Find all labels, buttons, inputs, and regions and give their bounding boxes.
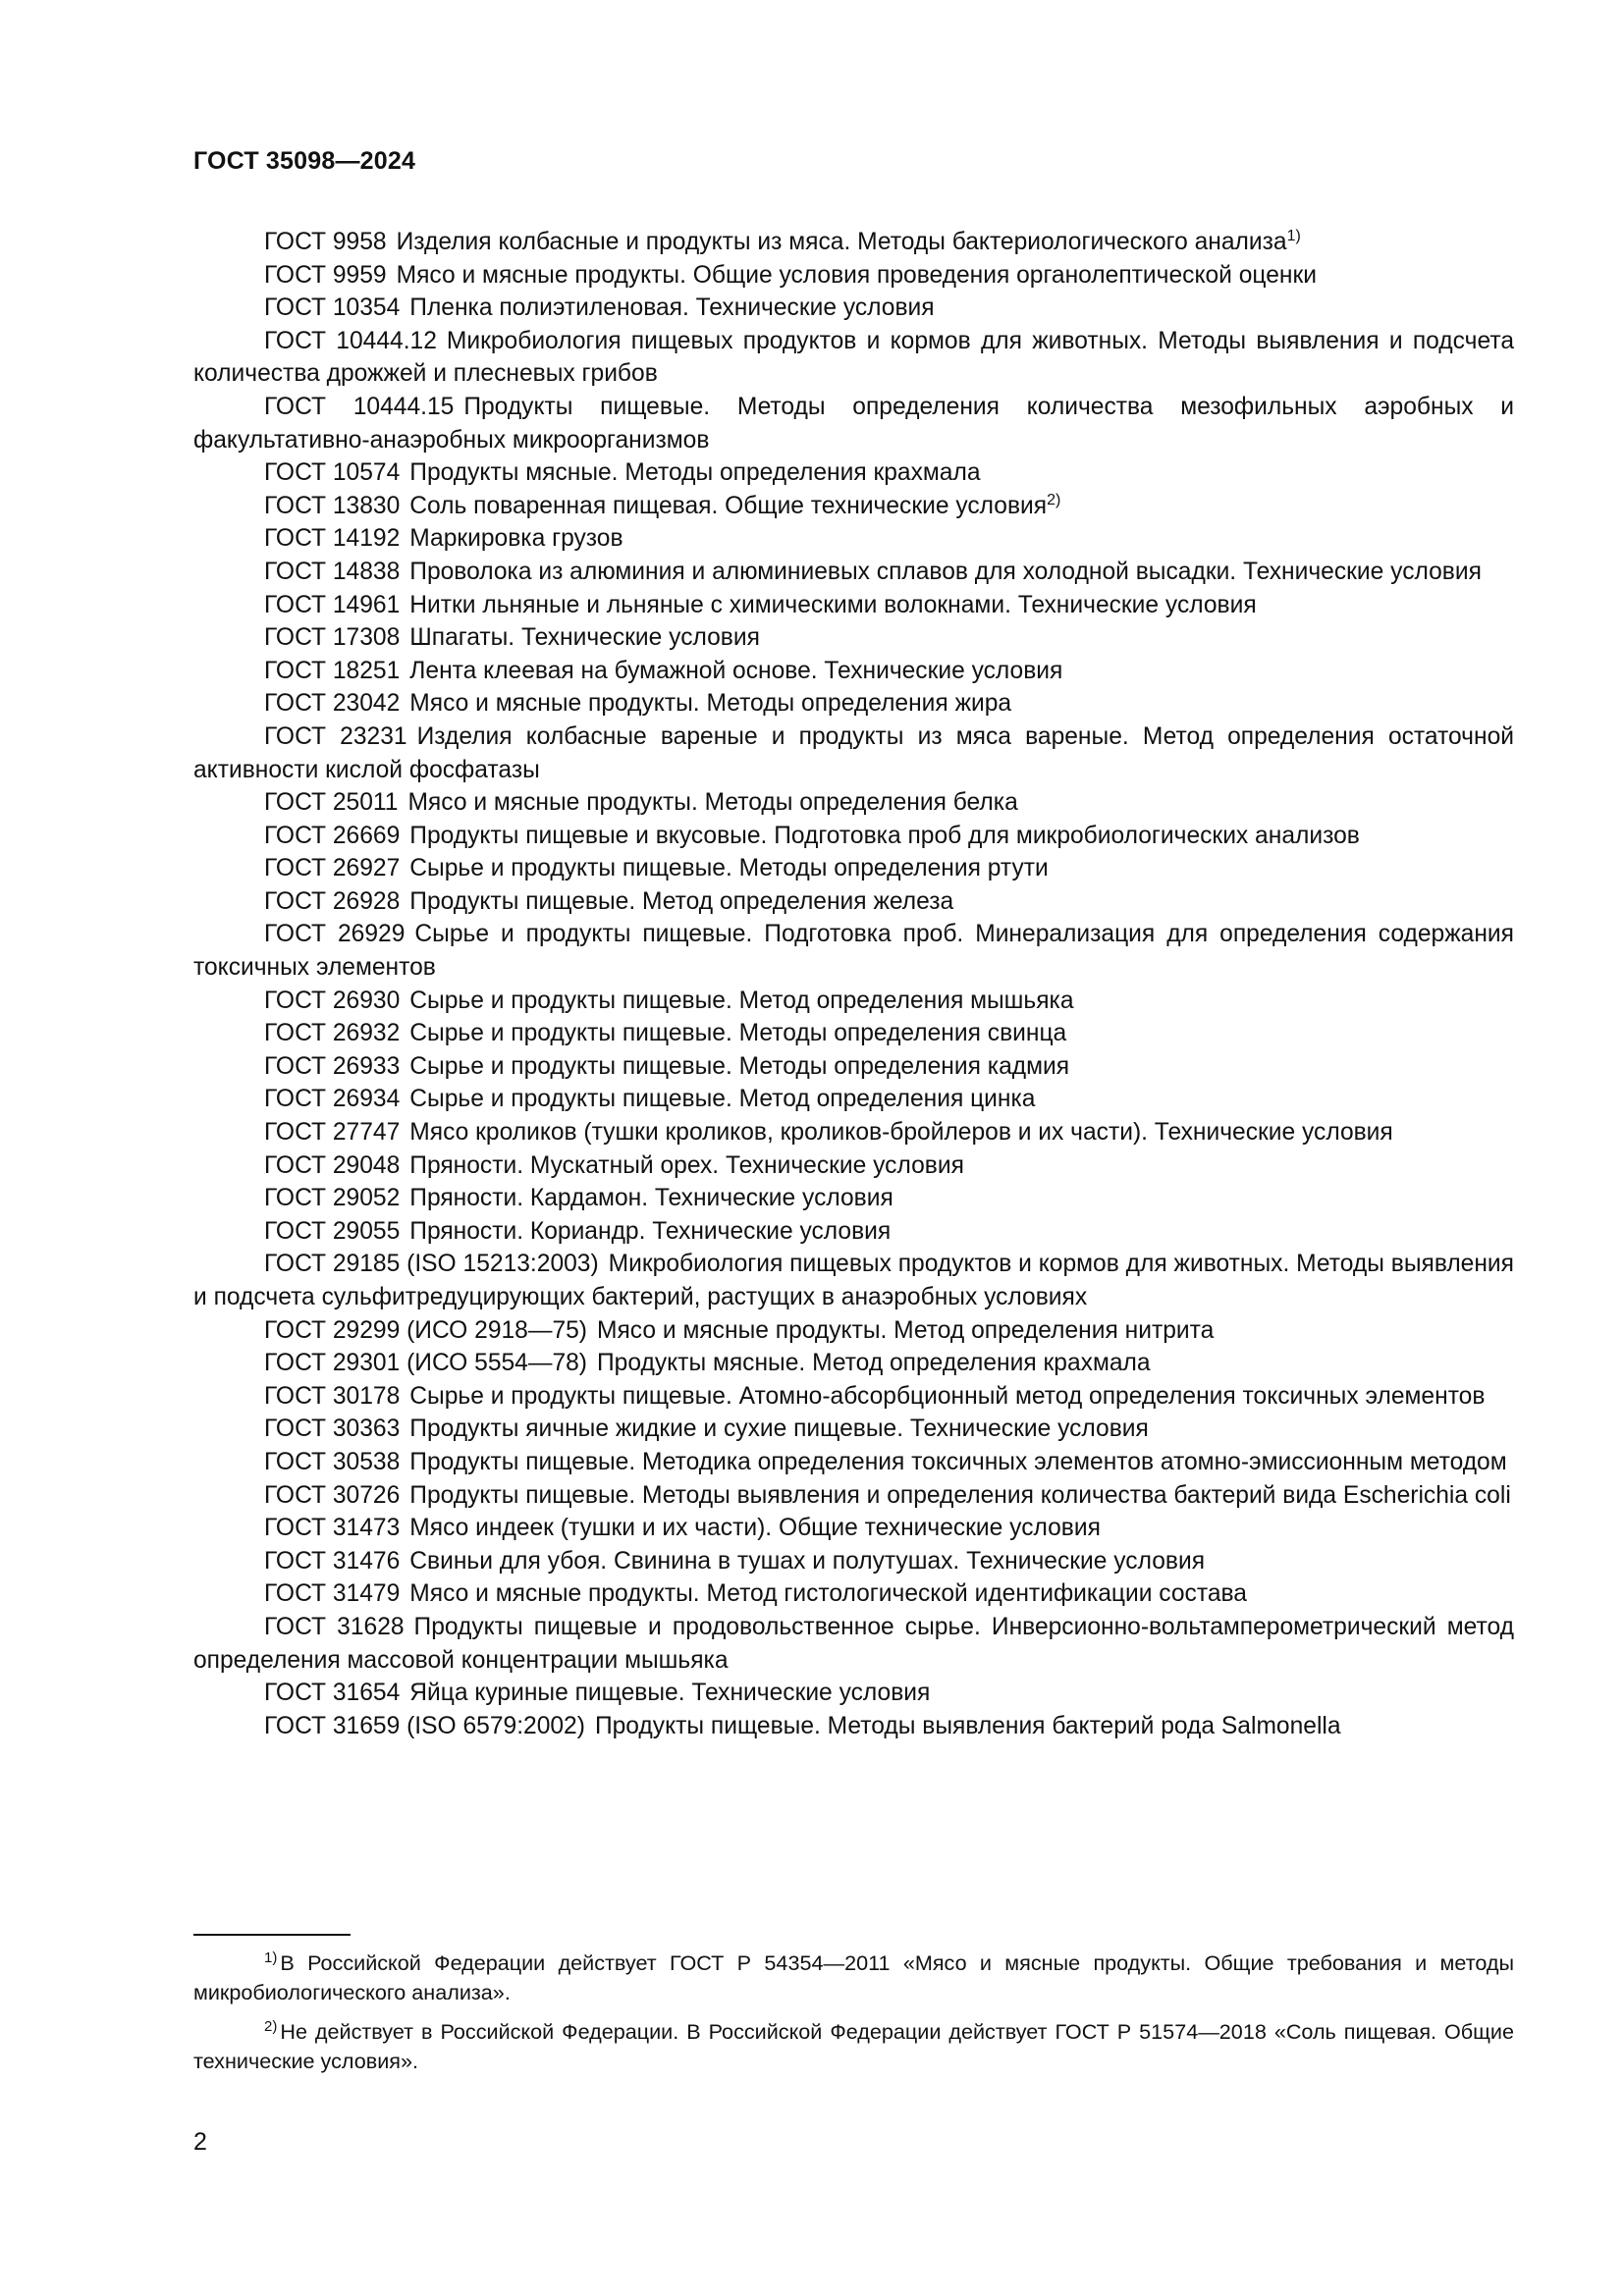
document-header: ГОСТ 35098—2024 [193,147,416,175]
normative-references-list [193,226,1514,1742]
reference-item [193,1577,1514,1611]
reference-code: ГОСТ 10574 [264,459,401,487]
reference-code: ГОСТ 18251 [264,657,401,684]
reference-item [193,621,1514,655]
reference-code: ГОСТ 26930 [264,987,401,1014]
footnotes [193,1949,1514,2086]
reference-code: ГОСТ 27747 [264,1119,401,1147]
reference-title: Продукты яичные жидкие и сухие пищевые. Технические условия [409,1415,1149,1443]
footnote-reference-mark: 2) [1047,491,1061,508]
reference-title: Мясо и мясные продукты. Метод гистологической идентификации состава [409,1580,1247,1608]
reference-title: Лента клеевая на бумажной основе. Технические условия [409,657,1063,684]
reference-code: ГОСТ 25011 [264,789,399,817]
reference-code: ГОСТ 26927 [264,855,401,882]
reference-item [193,1347,1514,1380]
reference-item [193,391,1514,456]
reference-code: ГОСТ 17308 [264,624,401,652]
footnote-item [193,2017,1514,2076]
reference-code: ГОСТ 26934 [264,1086,401,1113]
reference-item [193,820,1514,853]
reference-title: Шпагаты. Технические условия [409,624,760,652]
reference-title: Пленка полиэтиленовая. Технические условия [409,294,935,322]
reference-title: Сырье и продукты пищевые. Метод определения цинка [409,1086,1036,1113]
reference-title: Соль поваренная пищевая. Общие технические условия [409,492,1048,519]
reference-title: Сырье и продукты пищевые. Методы определения кадмия [409,1052,1070,1080]
reference-item [193,589,1514,622]
reference-title: Мясо и мясные продукты. Метод определения нитрита [597,1316,1215,1344]
reference-code: ГОСТ 31654 [264,1680,401,1707]
reference-title: Свиньи для убоя. Свинина в тушах и полутушах. Технические условия [409,1547,1206,1575]
reference-code: ГОСТ 31659 (ISO 6579:2002) [264,1712,585,1739]
reference-title: Продукты пищевые. Методы выявления бактерий рода Salmonella [594,1712,1341,1739]
reference-title: Пряности. Мускатный орех. Технические условия [409,1151,964,1179]
reference-title: Продукты пищевые и вкусовые. Подготовка проб для микробиологических анализов [409,822,1360,849]
reference-code: ГОСТ 29301 (ИСО 5554—78) [264,1350,587,1377]
reference-item [193,1479,1514,1513]
reference-code: ГОСТ 29185 (ISO 15213:2003) [264,1251,599,1278]
footnote-mark: 1) [264,1949,278,1966]
reference-code: ГОСТ 13830 [264,492,401,519]
reference-item [193,522,1514,556]
footnote-mark: 2) [264,2018,278,2035]
reference-code: ГОСТ 14838 [264,558,401,585]
reference-item [193,1314,1514,1348]
reference-item [193,852,1514,885]
reference-item [193,292,1514,325]
reference-title: Изделия колбасные вареные и продукты из мяса вареные. Метод определения остаточной активности кислой фосфатазы [193,722,1514,783]
reference-title: Мясо индеек (тушки и их части). Общие технические условия [409,1515,1101,1542]
reference-item [193,490,1514,523]
reference-code: ГОСТ 30538 [264,1448,401,1475]
reference-item [193,1446,1514,1479]
reference-item [193,456,1514,490]
reference-code: ГОСТ 10354 [264,294,401,322]
reference-code: ГОСТ 30726 [264,1481,401,1509]
reference-item [193,1248,1514,1313]
reference-item [193,655,1514,688]
reference-code: ГОСТ 31628 [264,1613,405,1640]
reference-title: Продукты мясные. Метод определения крахмала [597,1350,1151,1377]
reference-title: Мясо и мясные продукты. Методы определения белка [407,789,1018,817]
reference-code: ГОСТ 31479 [264,1580,401,1608]
reference-title: Сырье и продукты пищевые. Атомно-абсорбционный метод определения токсичных элементов [409,1382,1486,1410]
reference-item [193,1149,1514,1183]
reference-title: Изделия колбасные и продукты из мяса. Методы бактериологического анализа [396,229,1287,255]
reference-code: ГОСТ 26932 [264,1020,401,1047]
reference-item [193,1017,1514,1050]
reference-item [193,259,1514,293]
reference-title: Проволока из алюминия и алюминиевых сплавов для холодной высадки. Технические условия [409,558,1482,585]
reference-item [193,1083,1514,1116]
reference-item [193,1215,1514,1249]
reference-code: ГОСТ 9958 [264,229,387,255]
reference-title: Продукты пищевые. Методика определения токсичных элементов атомно-эмиссионным методом [409,1448,1507,1475]
reference-title: Продукты пищевые. Метод определения железа [409,887,954,915]
reference-item [193,1710,1514,1743]
footnote-item [193,1949,1514,2007]
reference-item [193,1512,1514,1545]
reference-item [193,1545,1514,1578]
reference-title: Микробиология пищевых продуктов и кормов для животных. Методы выявления и подсчета количества дрожжей и плесневых грибов [193,327,1514,388]
reference-item [193,885,1514,919]
reference-title: Продукты мясные. Методы определения крахмала [409,459,981,487]
reference-code: ГОСТ 29052 [264,1185,401,1212]
reference-item [193,1116,1514,1149]
reference-code: ГОСТ 9959 [264,261,387,289]
reference-item [193,721,1514,786]
reference-title: Продукты пищевые и продовольственное сырье. Инверсионно-вольтамперометрический метод определения массовой концентрации мышьяка [193,1613,1514,1674]
footnote-reference-mark: 1) [1286,228,1301,244]
reference-code: ГОСТ 10444.15 [264,393,455,420]
reference-code: ГОСТ 26933 [264,1052,401,1080]
reference-code: ГОСТ 14961 [264,591,401,618]
reference-code: ГОСТ 31476 [264,1547,401,1575]
reference-title: Мясо кроликов (тушки кроликов, кроликов-бройлеров и их части). Технические условия [409,1119,1393,1147]
reference-code: ГОСТ 30178 [264,1382,401,1410]
reference-code: ГОСТ 29299 (ИСО 2918—75) [264,1316,587,1344]
reference-title: Сырье и продукты пищевые. Подготовка проб. Минерализация для определения содержания токсичных элементов [193,921,1514,982]
reference-item [193,1182,1514,1215]
reference-title: Сырье и продукты пищевые. Методы определения ртути [409,855,1049,882]
footnote-text: Не действует в Российской Федерации. В Российской Федерации действует ГОСТ Р 51574—2018 «Соль пищевая. Общие технические условия». [193,2019,1514,2073]
reference-title: Продукты пищевые. Методы выявления и определения количества бактерий вида Escherichia coli [409,1481,1511,1509]
reference-item [193,1611,1514,1677]
reference-title: Маркировка грузов [409,525,623,553]
reference-title: Сырье и продукты пищевые. Метод определения мышьяка [409,987,1074,1014]
reference-code: ГОСТ 26928 [264,887,401,915]
reference-code: ГОСТ 26669 [264,822,401,849]
reference-item [193,918,1514,984]
reference-item [193,985,1514,1018]
reference-item [193,1380,1514,1414]
reference-code: ГОСТ 23042 [264,690,401,718]
reference-code: ГОСТ 30363 [264,1415,401,1443]
reference-code: ГОСТ 26929 [264,921,406,948]
reference-item [193,1413,1514,1446]
reference-code: ГОСТ 29055 [264,1217,401,1245]
reference-code: ГОСТ 10444.12 [264,327,437,354]
reference-title: Пряности. Кориандр. Технические условия [409,1217,892,1245]
reference-item [193,556,1514,589]
footnote-text: В Российской Федерации действует ГОСТ Р 54354—2011 «Мясо и мясные продукты. Общие требования и методы микробиологического анализа». [193,1950,1514,2004]
page-number: 2 [193,2128,207,2156]
reference-code: ГОСТ 23231 [264,722,407,750]
reference-code: ГОСТ 14192 [264,525,401,553]
reference-item [193,687,1514,721]
reference-title: Пряности. Кардамон. Технические условия [409,1185,893,1212]
reference-code: ГОСТ 29048 [264,1151,401,1179]
reference-title: Нитки льняные и льняные с химическими волокнами. Технические условия [409,591,1257,618]
reference-item [193,786,1514,820]
reference-item [193,1677,1514,1710]
reference-title: Яйца куриные пищевые. Технические условия [409,1680,931,1707]
footnote-separator [193,1934,351,1936]
reference-item [193,226,1514,259]
reference-title: Продукты пищевые. Методы определения количества мезофильных аэробных и факультативно-анаэробных микроорганизмов [193,393,1514,454]
reference-item [193,325,1514,391]
reference-title: Микробиология пищевых продуктов и кормов для животных. Методы выявления и подсчета сульфитредуцирующих бактерий, растущих в анаэробных условиях [193,1251,1514,1310]
reference-item [193,1050,1514,1084]
reference-title: Сырье и продукты пищевые. Методы определения свинца [409,1020,1067,1047]
reference-title: Мясо и мясные продукты. Методы определения жира [409,690,1012,718]
reference-code: ГОСТ 31473 [264,1515,401,1542]
reference-title: Мясо и мясные продукты. Общие условия проведения органолептической оценки [396,261,1317,289]
